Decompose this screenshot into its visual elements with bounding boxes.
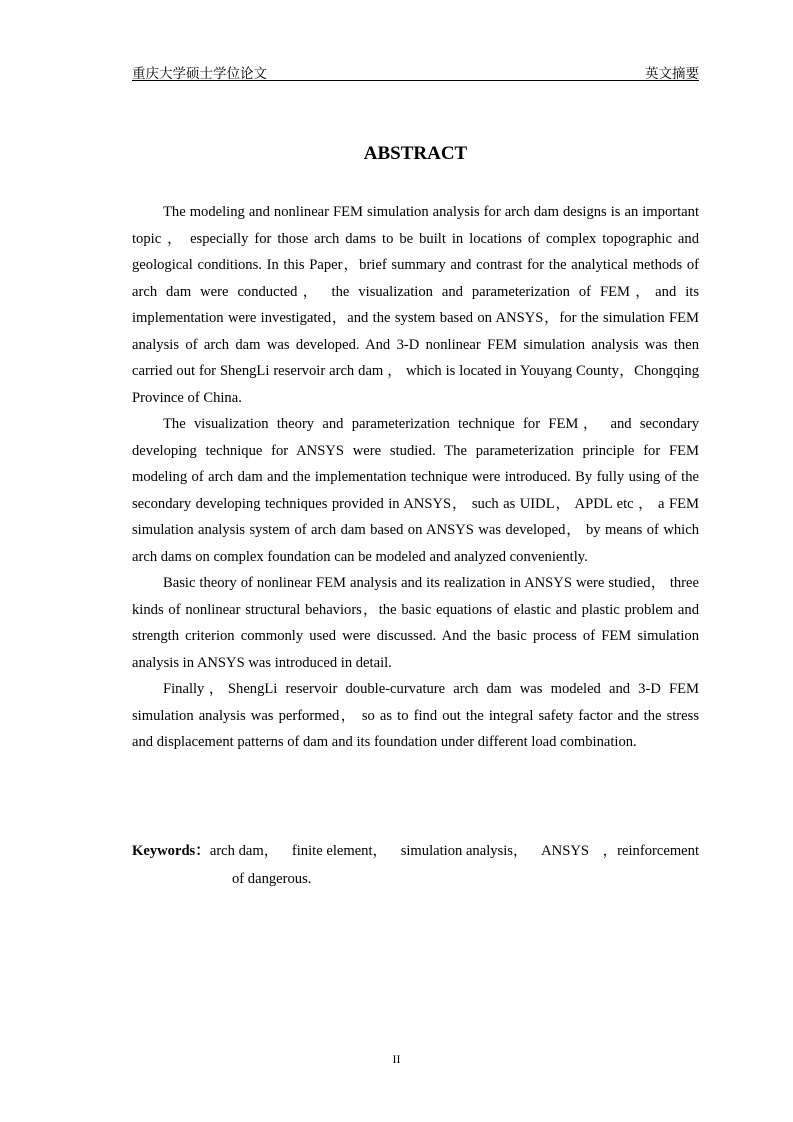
page-header [132,60,699,81]
keywords-block [132,837,699,893]
keyword-item: arch dam， [209,843,279,859]
keyword-item: ，reinforcement [602,843,699,859]
abstract-paragraph-4: Finally，ShengLi reservoir double-curvature arch dam was modeled and 3-D FEM simulation analysis was performed， so as to find out the integral safety factor and the stress and displacement patterns of dam and its foundation under different load combination. [132,681,699,750]
keyword-item: simulation analysis， [400,843,528,859]
abstract-paragraph-1: The modeling and nonlinear FEM simulation analysis for arch dam designs is an important topic ， especially for those arch dams to be built in locations of complex topographic and geological conditions. In this Paper，brief summary and contrast for the analytical methods of arch dam were conducted， the visualization and parameterization of FEM，and its implementation were investigated，and the system based on ANSYS，for the simulation FEM analysis of arch dam was developed. And 3-D nonlinear FEM simulation analysis was then carried out for ShengLi reservoir arch dam ， which is located in Youyang County，Chongqing Province of China. [132,204,699,406]
abstract-title: ABSTRACT [363,143,468,164]
keywords-continuation: of dangerous. [232,871,312,887]
keywords-label: Keywords： [132,843,210,859]
abstract-paragraph-2: The visualization theory and parameterization technique for FEM， and secondary developing technique for ANSYS were studied. The parameterization principle for FEM modeling of arch dam and the implementation technique were introduced. By fully using of the secondary developing techniques provided in ANSYS， such as UIDL， APDL etc ， a FEM simulation analysis system of arch dam based on ANSYS was developed， by means of which arch dams on complex foundation can be modeled and analyzed conveniently. [132,416,699,565]
header-thesis-title: 重庆大学硕士学位论文 [132,66,267,81]
keyword-item: finite element， [291,843,388,859]
keyword-item: ANSYS [541,843,589,859]
keywords-line [132,837,699,865]
header-section-title: 英文摘要 [645,66,699,81]
page-number: II [392,1052,401,1066]
abstract-paragraph-3: Basic theory of nonlinear FEM analysis and its realization in ANSYS were studied， three kinds of nonlinear structural behaviors，the basic equations of elastic and plastic problem and strength criterion commonly used were discussed. And the basic process of FEM simulation analysis in ANSYS was introduced in detail. [132,575,699,671]
abstract-body [132,199,699,756]
